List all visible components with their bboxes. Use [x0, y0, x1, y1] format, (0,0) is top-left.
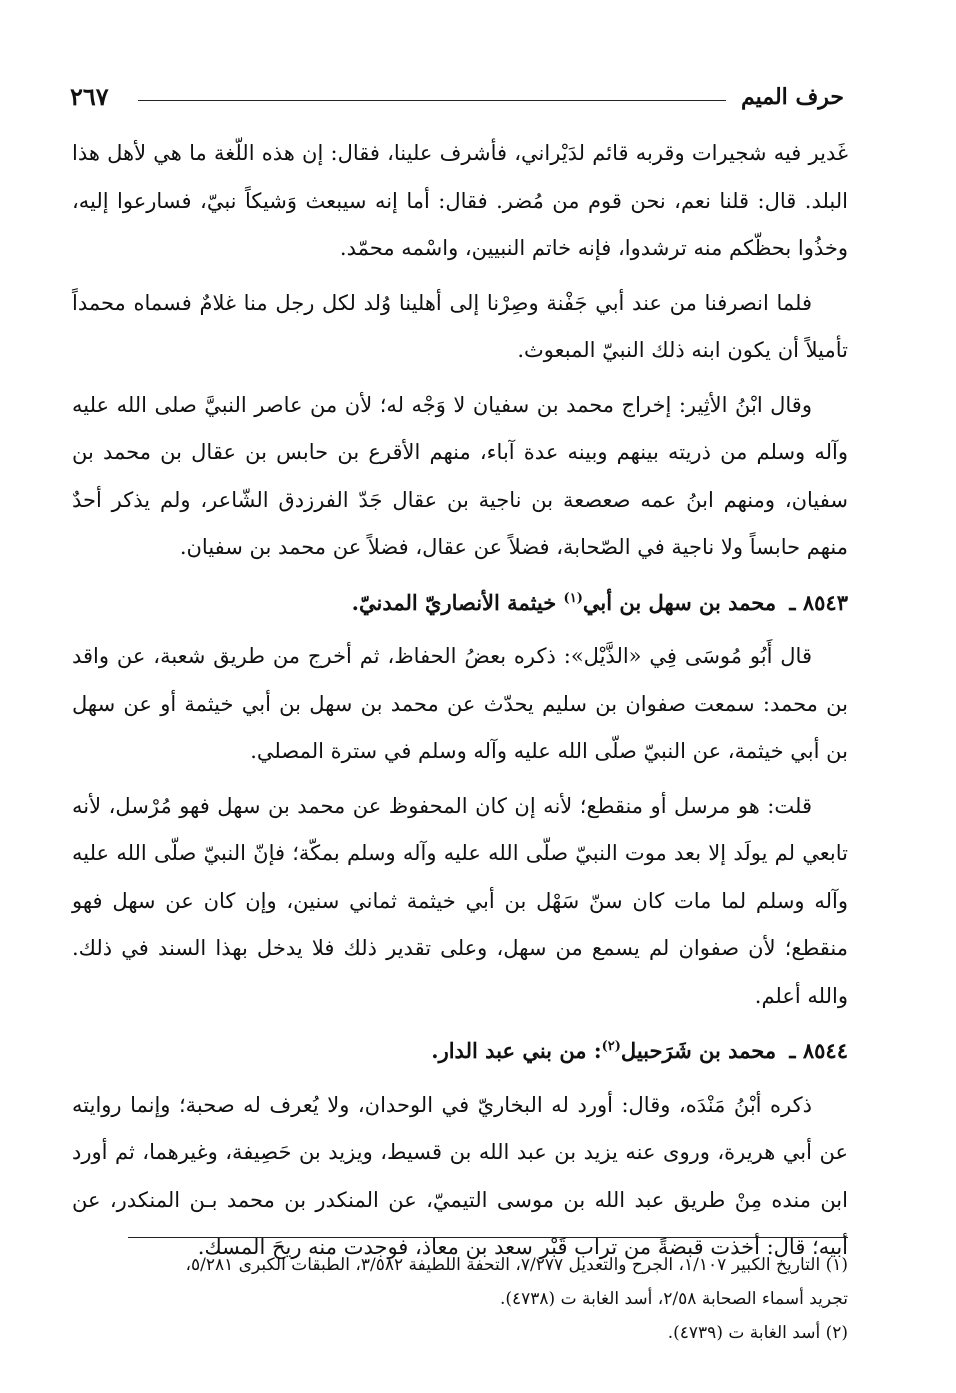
footnote-2: (٢) أسد الغابة ت (٤٧٣٩). [667, 1323, 848, 1343]
footnote-ref-2: (٢) [601, 1039, 621, 1054]
footnote-rule [128, 1237, 848, 1238]
main-text [72, 130, 848, 1279]
footnote-ref-1: (١) [563, 590, 583, 606]
entry-number: ٨٥٤٣ ـ [789, 589, 848, 615]
entry-heading-8543 [72, 579, 848, 627]
paragraph-2: فلما انصرفنا من عند أبي جَفْنة وصِرْنا إلى أهلينا وُلد لكل رجل منا غلامٌ فسماه محمداً تأميلاً أن يكون ابنه ذلك النبيّ المبعوث. [72, 290, 848, 362]
entry-tail: خيثمة الأنصاريّ المدنيّ. [351, 589, 557, 615]
page-header [70, 80, 844, 120]
entry-heading-8544 [72, 1027, 848, 1075]
entry-name: محمد بن شَرَحبيل [620, 1038, 777, 1063]
entry-tail: : من بني عبد الدار. [431, 1038, 602, 1063]
entry-name-cont: بن أبي [582, 589, 642, 615]
footnote-1-line-1: (١) التاريخ الكبير ١/١٠٧، الجرح والتعديل ٧/٢٧٧، التحفة اللطيفة ٣/٥٨٢، الطبقات الكبرى ٥/٢٨١، [185, 1255, 848, 1275]
running-head: حرف الميم [740, 84, 844, 110]
page-number: ٢٦٧ [70, 82, 109, 111]
footnote-1-line-2: تجريد أسماء الصحابة ٢/٥٨، أسد الغابة ت (٤٧٣٨). [499, 1289, 848, 1309]
entry-number: ٨٥٤٤ ـ [789, 1038, 848, 1063]
paragraph-3: وقال ابْنُ الأثِير: إخراج محمد بن سفيان لا وَجْه له؛ لأن من عاصر النبيَّ صلى الله عليه وآله وسلم من ذريته بينهم وبينه عدة آباء، منهم الأقرع بن حابس بن عقال بن محمد بن سفيان، ومنهم ابنُ عمه صعصعة بن ناجية بن عقال جَدّ الفرزدق الشّاعر، ولم يذكر أحدٌ منهم حابساً ولا ناجية في الصّحابة، فضلاً عن عقال، فضلاً عن محمد بن سفيان. [72, 392, 848, 559]
paragraph-1: غَدير فيه شجيرات وقربه قائم لدَيْراني، فأشرف علينا، فقال: إن هذه اللّغة ما هي لأهل هذا البلد. قال: قلنا نعم، نحن قوم من مُضر. فقال: أما إنه سيبعث وَشيكاً نبيّ، فسارعوا إليه، وخذُوا بحظّكم منه ترشدوا، فإنه خاتم النبيين، واسْمه محمّد. [72, 141, 848, 260]
paragraph-4: قال أَبُو مُوسَى فِي «الذَّيْل»: ذكره بعضُ الحفاظ، ثم أخرج من طريق شعبة، عن واقد بن محمد: سمعت صفوان بن سليم يحدّث عن محمد بن سهل بن أبي خيثمة أو عن سهل بن أبي خيثمة، عن النبيّ صلّى الله عليه وآله وسلم في سترة المصلي. [72, 644, 848, 763]
paragraph-6: ذكره أبْنُ مَنْدَه، وقال: أورد له البخاريّ في الوحدان، ولا يُعرف له صحبة؛ وإنما روايته عن أبي هريرة، وروى عنه يزيد بن عبد الله بن قسيط، ويزيد بن حَصِيفة، وغيرهما، ثم أورد ابن منده مِنْ طريق عبد الله بن موسى التيميّ، عن المنكدر بن محمد بـن المنكدر، عن أبيه؛ قال: أخذت قبضةً من تراب قَبْر سعد بن معاذ، فوجدت منه ريحَ المسك. [72, 1092, 848, 1259]
header-rule [138, 100, 726, 101]
footnotes [72, 1250, 848, 1352]
paragraph-5: قلت: هو مرسل أو منقطع؛ لأنه إن كان المحفوظ عن محمد بن سهل فهو مُرْسل، لأنه تابعي لم يولَد إلا بعد موت النبيّ صلّى الله عليه وآله وسلم بمكّة؛ فإنّ النبيّ صلّى الله عليه وآله وسلم لما مات كان سنّ سَهْل بن أبي خيثمة ثماني سنين، وإن كان عن سهل فهو منقطع؛ لأن صفوان لم يسمع من سهل، وعلى تقدير ذلك فلا يدخل بهذا السند في ذلك. والله أعلم. [72, 793, 848, 1008]
entry-name: محمد بن سهل [648, 589, 777, 615]
